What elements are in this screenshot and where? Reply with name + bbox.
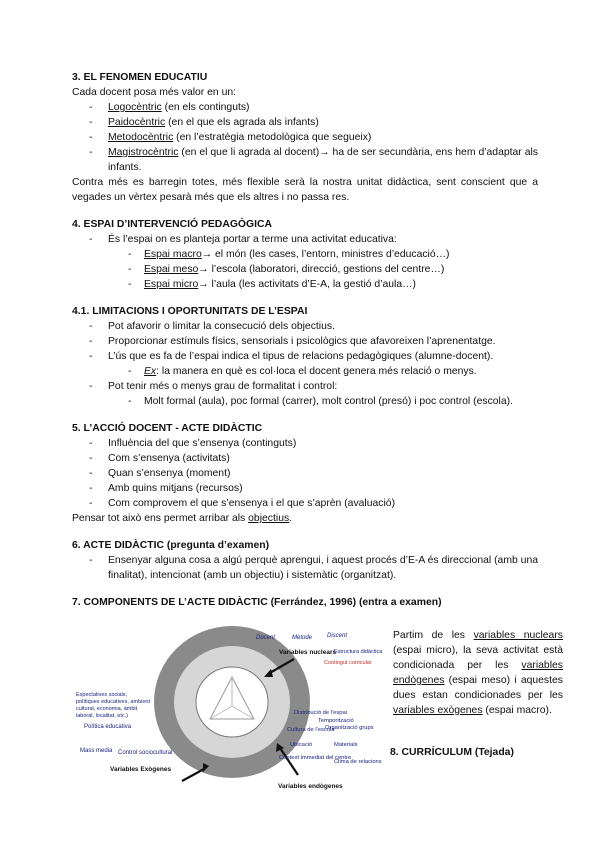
list-item: - Ex: la manera en què es col·loca el docent genera més relació o menys. bbox=[72, 364, 538, 379]
ext-label-1: Expectatives socials, bbox=[76, 692, 128, 698]
endogenous-label-3: Cultura de l'escola bbox=[287, 727, 335, 733]
nuclears-label: Variables nuclears bbox=[279, 649, 337, 656]
section-4-sublist bbox=[72, 247, 538, 292]
section-4 bbox=[72, 217, 538, 292]
section-3 bbox=[72, 70, 538, 205]
section-4-list bbox=[72, 232, 538, 247]
section-6-list bbox=[72, 553, 538, 583]
docent-label: Docent bbox=[256, 635, 276, 641]
section-3-list bbox=[72, 100, 538, 175]
section-3-closing: Contra més es barregin totes, més flexible serà la nostra unitat didàctica, sent conscient que a vegades un vèrtex pesarà més que els altres i no passa res. bbox=[72, 177, 538, 203]
politica-label: Política educativa bbox=[84, 724, 132, 730]
ext-label-3: cultural, economia, àmbit bbox=[76, 706, 138, 712]
endogenous-label-7: Context immediat del centre bbox=[279, 755, 352, 761]
list-item: - Pot tenir més o menys grau de formalitat i control: bbox=[72, 379, 538, 394]
section-4-1-list-2 bbox=[72, 379, 538, 394]
section-4-1-title: 4.1. LIMITACIONS I OPORTUNITATS DE L’ESPAI bbox=[72, 306, 308, 317]
list-item: - Influència del que s’ensenya (continguts) bbox=[72, 436, 538, 451]
section-4-1 bbox=[72, 304, 538, 409]
section-3-title: 3. EL FENOMEN EDUCATIU bbox=[72, 72, 208, 83]
section-6 bbox=[72, 538, 538, 583]
list-item: - Com s’ensenya (activitats) bbox=[72, 451, 538, 466]
list-item: - L’ús que es fa de l’espai indica el tipus de relacions pedagògiques (alumne-docent). bbox=[72, 349, 538, 364]
ext-label-4: laboral, localitat, etc.) bbox=[76, 713, 128, 719]
list-item: - Pot afavorir o limitar la consecució dels objectius. bbox=[72, 319, 538, 334]
section-4-1-example bbox=[72, 364, 538, 379]
list-item: - Molt formal (aula), poc formal (carrer), molt control (presó) i poc control (escola). bbox=[72, 394, 538, 409]
list-item: - Espai macro→ el món (les cases, l’entorn, ministres d’educació…) bbox=[72, 247, 538, 262]
list-item: - Magistrocèntric (en el que li agrada al docent)→ ha de ser secundària, ens hem d’adaptar als infants. bbox=[72, 145, 538, 175]
list-item: - Paidocèntric (en el que els agrada als infants) bbox=[72, 115, 538, 130]
metode-label: Mètode bbox=[292, 635, 313, 641]
endogenous-label-4: Organització grups bbox=[325, 725, 374, 731]
list-item: - Logocèntric (en els continguts) bbox=[72, 100, 538, 115]
section-5-list bbox=[72, 436, 538, 511]
section-5 bbox=[72, 421, 538, 526]
section-7-title: 7. COMPONENTS DE L’ACTE DIDÀCTIC (Ferrández, 1996) (entra a examen) bbox=[72, 597, 442, 608]
section-4-1-list bbox=[72, 319, 538, 364]
list-item: - Espai micro→ l’aula (les activitats d’E-A, la gestió d’aula…) bbox=[72, 277, 538, 292]
list-item: - Quan s’ensenya (moment) bbox=[72, 466, 538, 481]
list-item: - Espai meso→ l’escola (laboratori, direcció, gestions del centre…) bbox=[72, 262, 538, 277]
list-item: - Proporcionar estímuls físics, sensorials i psicològics que afavoreixen l’aprenentatge. bbox=[72, 334, 538, 349]
list-item: - És l’espai on es planteja portar a terme una activitat educativa: bbox=[72, 232, 538, 247]
ext-label-2: polítiques educatives, ambient bbox=[76, 699, 150, 705]
estructura-label: Estructura didàctica bbox=[334, 649, 383, 655]
endogenous-label-1: Distribució de l'espai bbox=[294, 710, 347, 716]
list-item: - Metodocèntric (en l’estratègia metodològica que segueix) bbox=[72, 130, 538, 145]
contingut-label: Contingut curricular bbox=[324, 660, 372, 666]
section-6-title: 6. ACTE DIDÀCTIC (pregunta d’examen) bbox=[72, 540, 270, 551]
endogenes-label: Variables endògenes bbox=[278, 783, 343, 790]
section-4-title: 4. ESPAI D’INTERVENCIÓ PEDAGÒGICA bbox=[72, 219, 272, 230]
section-3-intro: Cada docent posa més valor en un: bbox=[72, 87, 237, 98]
discent-label: Discent bbox=[327, 633, 348, 639]
section-5-closing: Pensar tot això ens permet arribar als objectius. bbox=[72, 513, 293, 524]
section-7-explanation: Partim de les variables nuclears (espai micro), la seva activitat està condicionada per les variables endògenes (espai meso) i aquestes dues estan condicionades per les variables exògenes (espai macro). bbox=[393, 630, 563, 716]
mass-media-label: Mass media bbox=[80, 748, 113, 754]
list-item: - Ensenyar alguna cosa a algú perquè aprengui, i aquest procés d’E-A és direccional (amb una finalitat), intencionat (amb un objectiu) i sistemàtic (organitzat). bbox=[72, 553, 538, 583]
section-7 bbox=[72, 595, 538, 610]
exogenes-label: Variables Exògenes bbox=[110, 766, 172, 773]
endogenous-label-6: Clima de relacions bbox=[334, 759, 382, 765]
components-diagram bbox=[72, 622, 392, 802]
section-4-1-sublist bbox=[72, 394, 538, 409]
components-diagram-svg bbox=[72, 622, 392, 802]
section-5-title: 5. L’ACCIÓ DOCENT - ACTE DIDÀCTIC bbox=[72, 423, 263, 434]
control-label: Control sociocultural bbox=[118, 750, 173, 756]
exogenes-arrow bbox=[182, 769, 204, 781]
list-item: - Amb quins mitjans (recursos) bbox=[72, 481, 538, 496]
endogenous-label-5: Materials bbox=[334, 742, 358, 748]
endogenous-label-8: Ubicació bbox=[290, 742, 313, 748]
document-page bbox=[72, 70, 538, 610]
endogenous-label-2: Temporització bbox=[318, 718, 354, 724]
list-item: - Com comprovem el que s’ensenya i el que s’aprèn (avaluació) bbox=[72, 496, 538, 511]
section-8-title: 8. CURRÍCULUM (Tejada) bbox=[390, 747, 514, 758]
